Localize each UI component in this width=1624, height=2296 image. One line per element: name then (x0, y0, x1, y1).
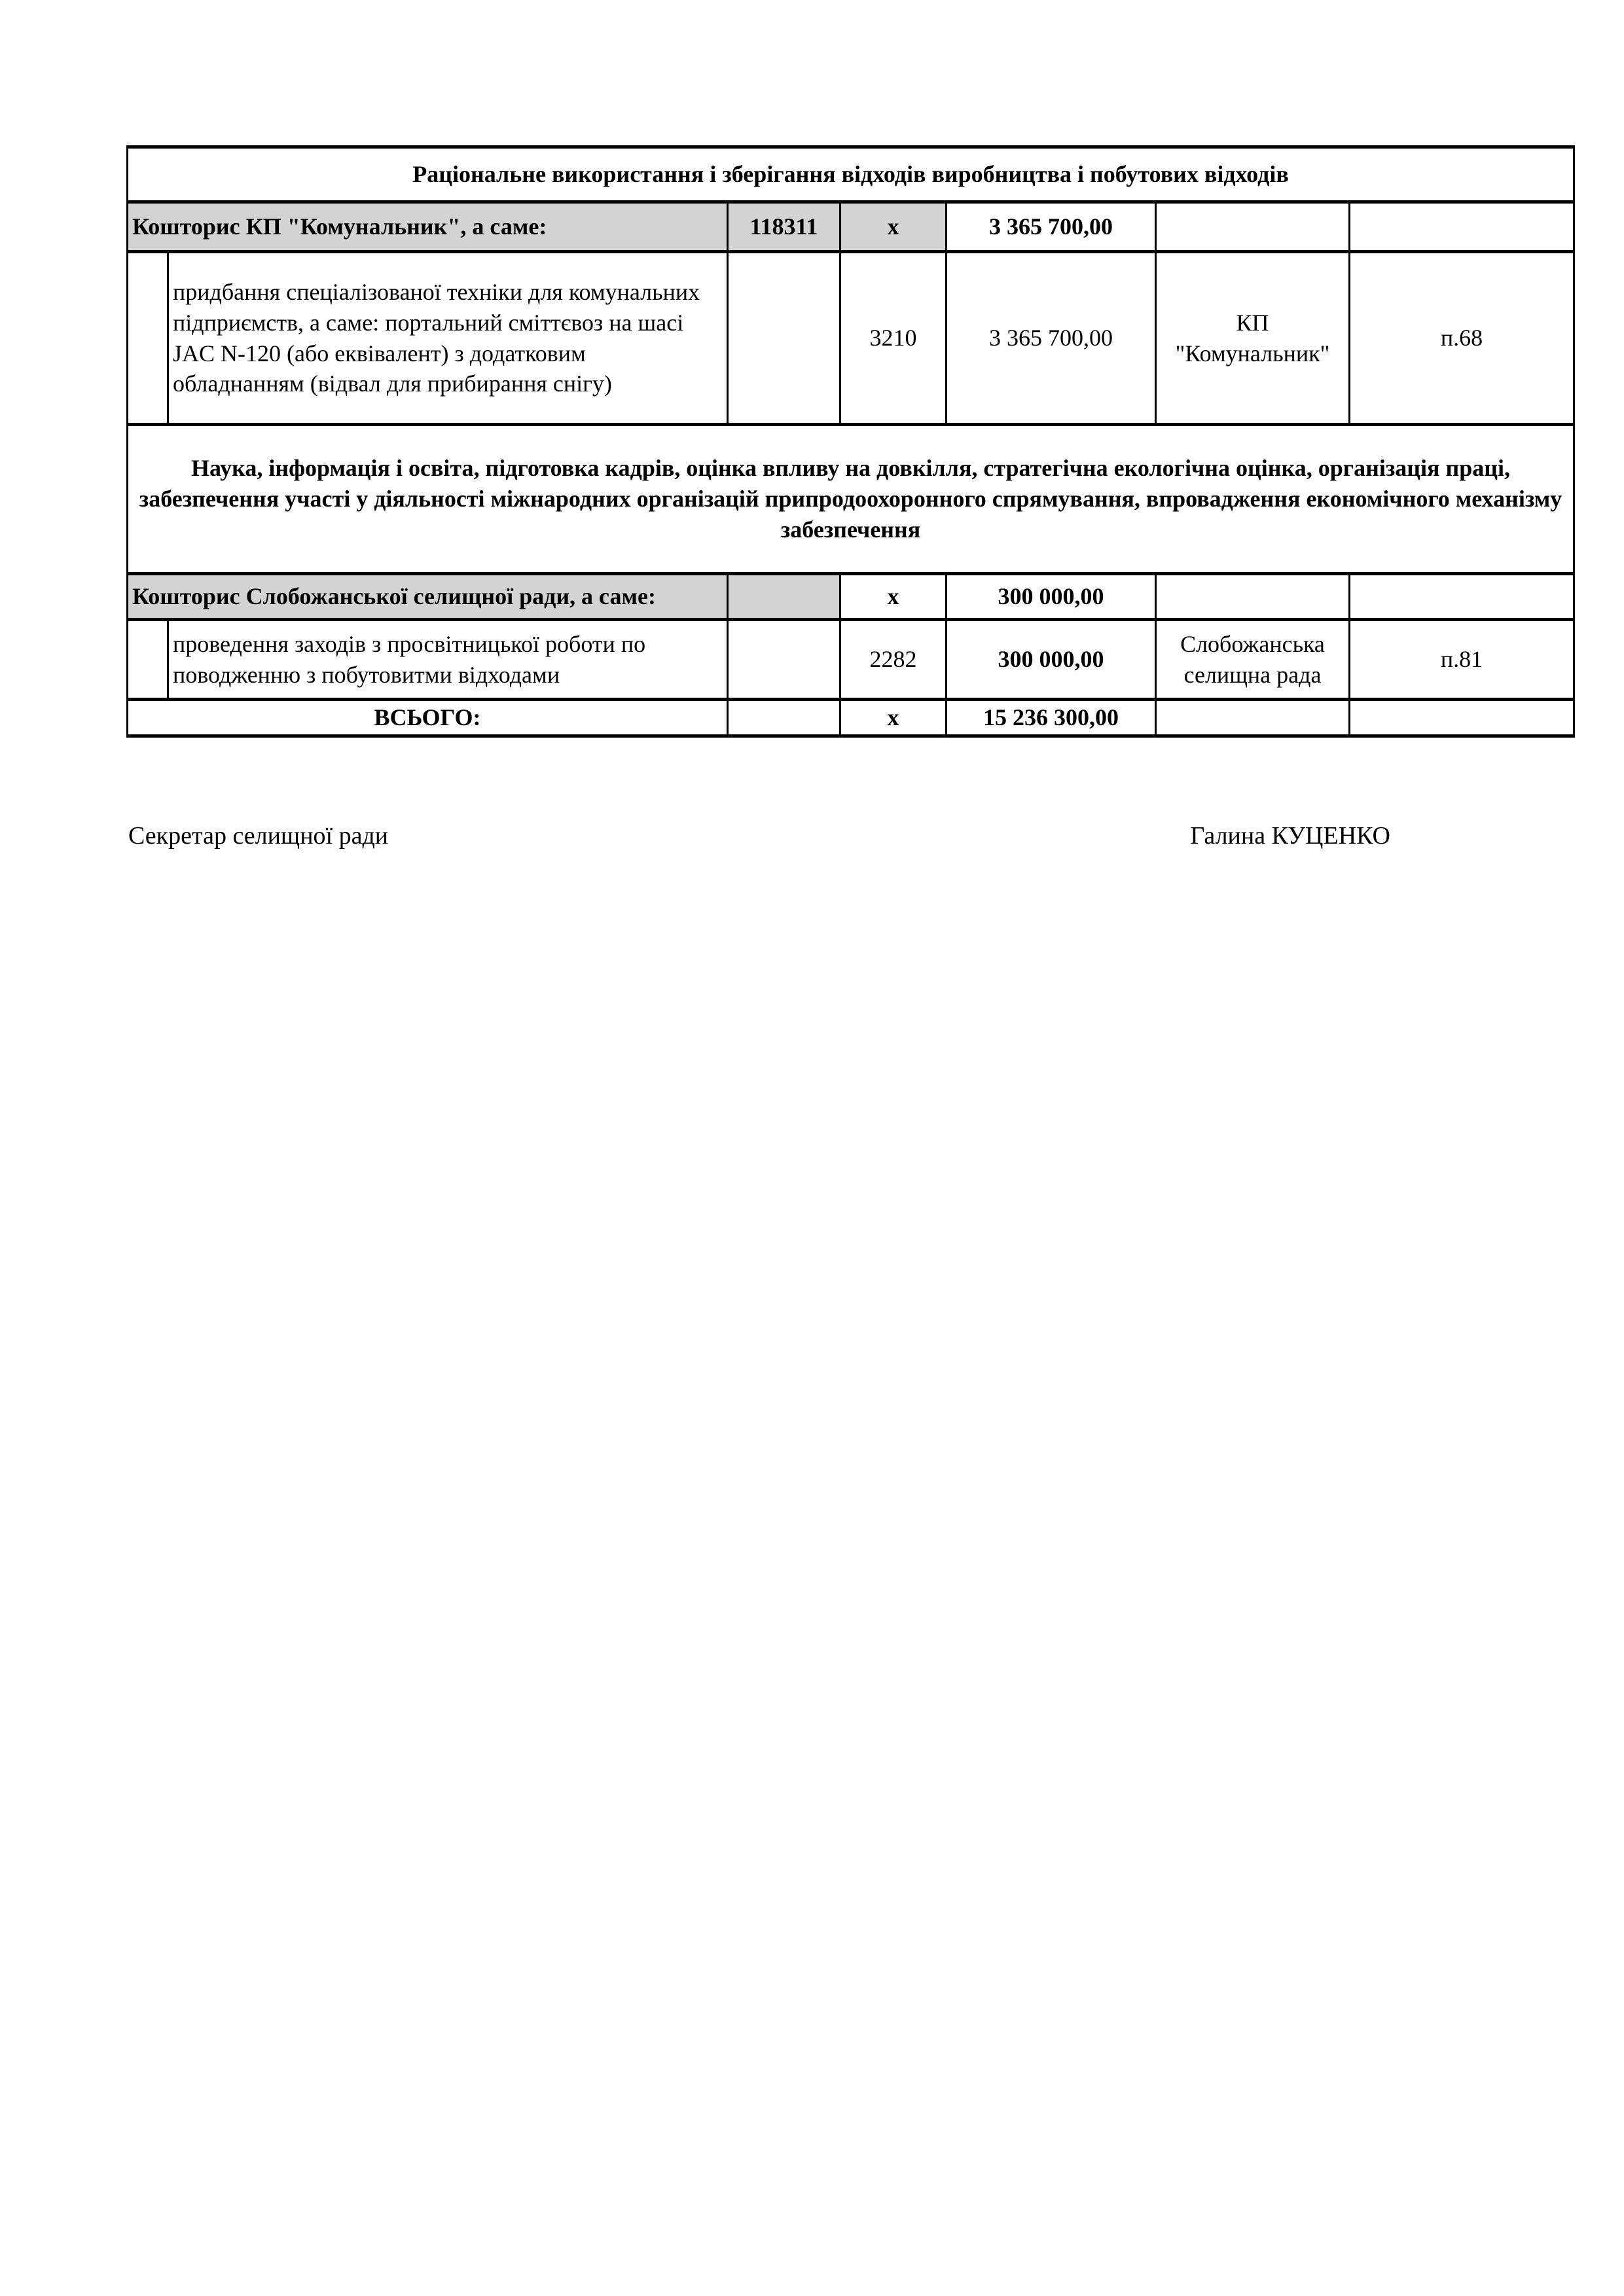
empty-cell (728, 574, 840, 620)
signature-name: Галина КУЦЕНКО (1190, 822, 1390, 850)
total-row (128, 700, 1574, 736)
section1-detail-description: придбання спеціалізованої техніки для комунальних підприємств, а саме: портальний сміттєвоз на шасі JAC N-120 (або еквівалент) з додатковим обладнанням (відвал для прибирання снігу) (168, 252, 728, 425)
empty-cell (1156, 700, 1350, 736)
indent-cell (128, 620, 168, 700)
section1-summary-kekv: x (840, 202, 947, 252)
signature-block (128, 821, 1390, 850)
section2-detail-row (128, 620, 1574, 700)
section1-summary-code: 118311 (728, 202, 840, 252)
section1-title: Раціональне використання і зберігання відходів виробництва і побутових відходів (128, 147, 1574, 202)
empty-cell (1156, 574, 1350, 620)
empty-cell (1350, 700, 1574, 736)
section1-summary-amount: 3 365 700,00 (947, 202, 1156, 252)
section2-detail-amount: 300 000,00 (947, 620, 1156, 700)
section1-detail-kekv-code: 3210 (840, 252, 947, 425)
empty-cell (728, 620, 840, 700)
empty-cell (1350, 574, 1574, 620)
section1-title-row (128, 147, 1574, 202)
section2-summary-row (128, 574, 1574, 620)
empty-cell (1350, 202, 1574, 252)
section2-detail-description: проведення заходів з просвітницької роботи по поводженню з побутовитми відходами (168, 620, 728, 700)
empty-cell (1156, 202, 1350, 252)
total-amount: 15 236 300,00 (947, 700, 1156, 736)
section2-detail-kekv-code: 2282 (840, 620, 947, 700)
section1-detail-implementer: КП "Комунальник" (1156, 252, 1350, 425)
section2-summary-kekv: x (840, 574, 947, 620)
section2-detail-point-ref: п.81 (1350, 620, 1574, 700)
section1-summary-label: Кошторис КП "Комунальник", а саме: (128, 202, 728, 252)
section1-detail-amount: 3 365 700,00 (947, 252, 1156, 425)
budget-program-table (126, 145, 1575, 738)
empty-cell (728, 700, 840, 736)
indent-cell (128, 252, 168, 425)
section2-summary-label: Кошторис Слобожанської селищної ради, а саме: (128, 574, 728, 620)
section2-title-row (128, 425, 1574, 574)
section1-detail-row (128, 252, 1574, 425)
section2-title: Наука, інформація і освіта, підготовка кадрів, оцінка впливу на довкілля, стратегічна екологічна оцінка, організація праці, забезпечення участі у діяльності міжнародних організацій припродоохоронного спрямування, впровадження економічного механізму забезпечення (128, 425, 1574, 574)
signature-position: Секретар селищної ради (128, 822, 389, 850)
empty-cell (728, 252, 840, 425)
section1-detail-point-ref: п.68 (1350, 252, 1574, 425)
section2-summary-amount: 300 000,00 (947, 574, 1156, 620)
section2-detail-implementer: Слобожанська селищна рада (1156, 620, 1350, 700)
total-label: ВСЬОГО: (128, 700, 728, 736)
section1-summary-row (128, 202, 1574, 252)
total-kekv: x (840, 700, 947, 736)
